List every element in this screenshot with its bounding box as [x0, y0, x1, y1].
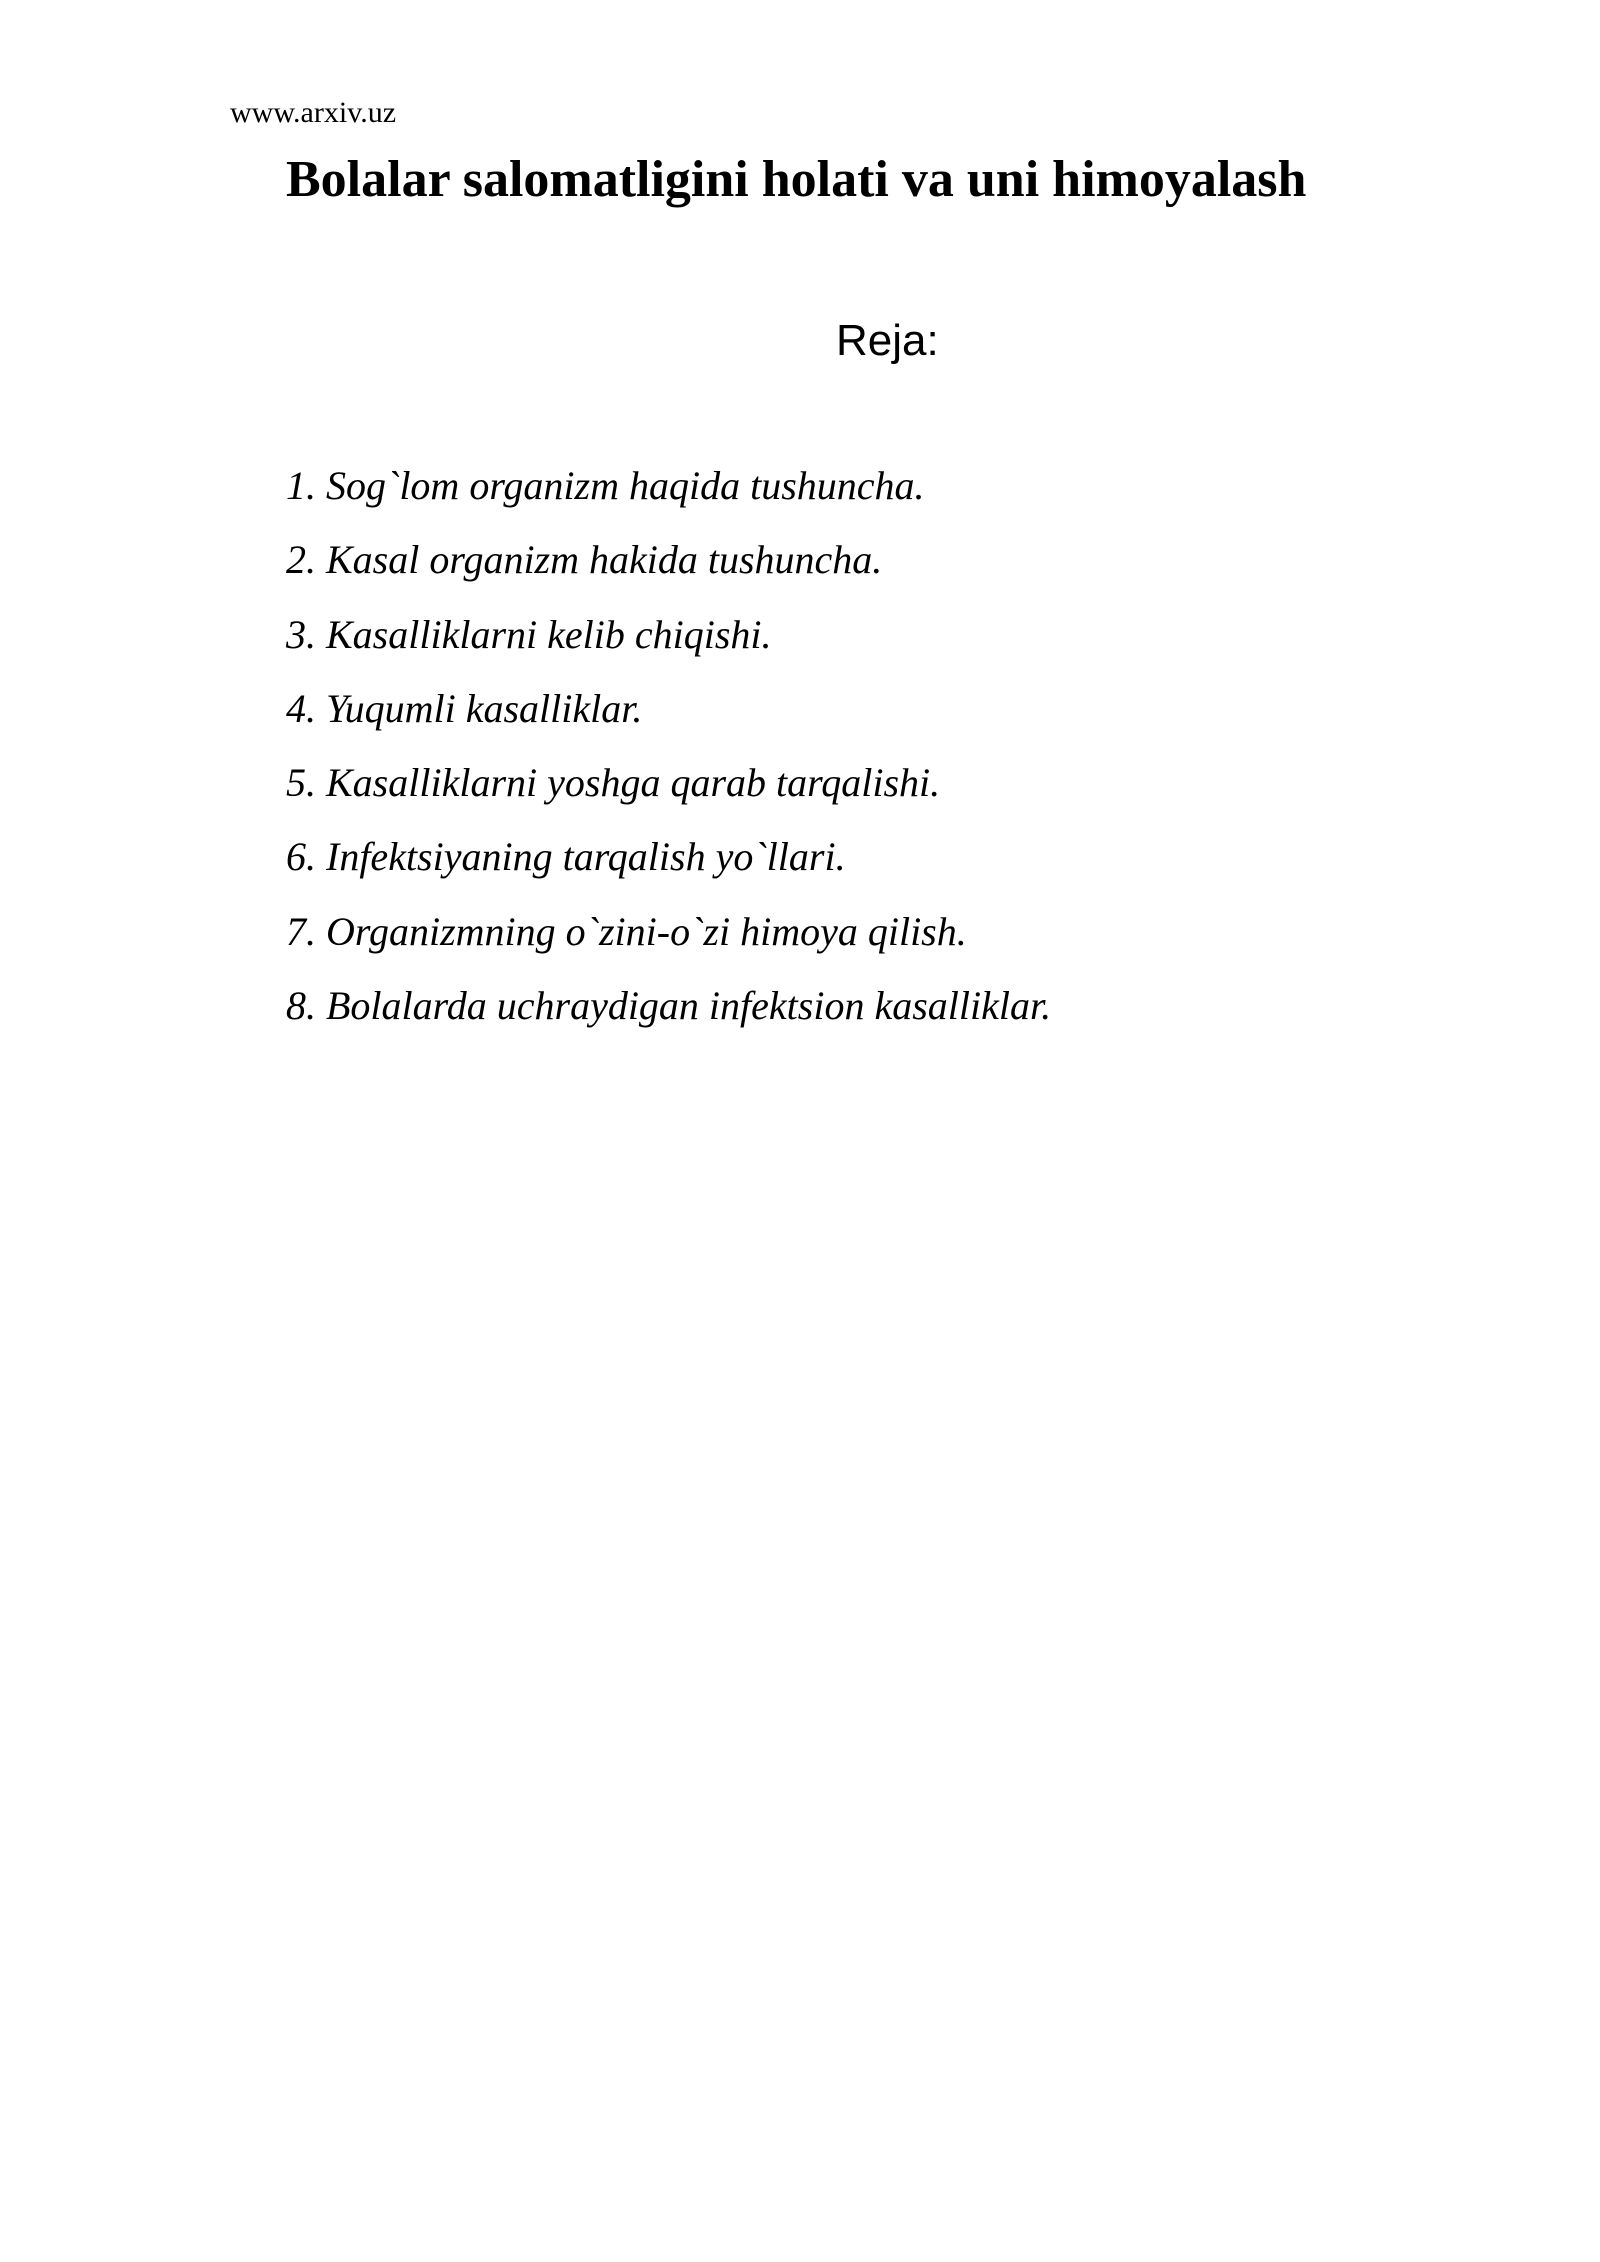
plan-item-text: Bolalarda uchraydigan infektsion kasalliklar. — [326, 983, 1052, 1029]
plan-item-number: 2. — [286, 537, 316, 583]
document-title: Bolalar salomatligini holati va uni himoyalash — [286, 151, 1307, 208]
site-url: www.arxiv.uz — [230, 96, 397, 129]
plan-item — [286, 679, 1051, 753]
plan-item-number: 1. — [286, 463, 316, 508]
plan-item-number: 5. — [286, 760, 316, 806]
plan-item-text: Kasal organizm hakida tushuncha. — [326, 537, 883, 583]
plan-item — [286, 530, 1051, 604]
plan-item-number: 3. — [286, 611, 316, 657]
plan-item-number: 4. — [286, 685, 316, 731]
plan-item — [286, 753, 1051, 827]
plan-item-text: Sog`lom organizm haqida tushuncha. — [326, 463, 925, 508]
plan-item-text: Infektsiyaning tarqalish yo`llari. — [326, 834, 846, 880]
plan-heading: Reja: — [836, 316, 939, 365]
plan-item-text: Kasalliklarni yoshga qarab tarqalishi. — [326, 760, 941, 806]
plan-item — [286, 605, 1051, 679]
plan-item-text: Organizmning o`zini-o`zi himoya qilish. — [326, 908, 967, 954]
plan-item-number: 6. — [286, 834, 316, 880]
plan-item-text: Kasalliklarni kelib chiqishi. — [326, 611, 772, 657]
plan-item — [286, 902, 1051, 976]
plan-item-text: Yuqumli kasalliklar. — [326, 685, 643, 731]
plan-item-number: 7. — [286, 908, 316, 954]
plan-item — [286, 456, 1051, 530]
plan-item-number: 8. — [286, 983, 316, 1029]
plan-item — [286, 827, 1051, 901]
plan-list — [286, 456, 1051, 1050]
plan-item — [286, 976, 1051, 1050]
